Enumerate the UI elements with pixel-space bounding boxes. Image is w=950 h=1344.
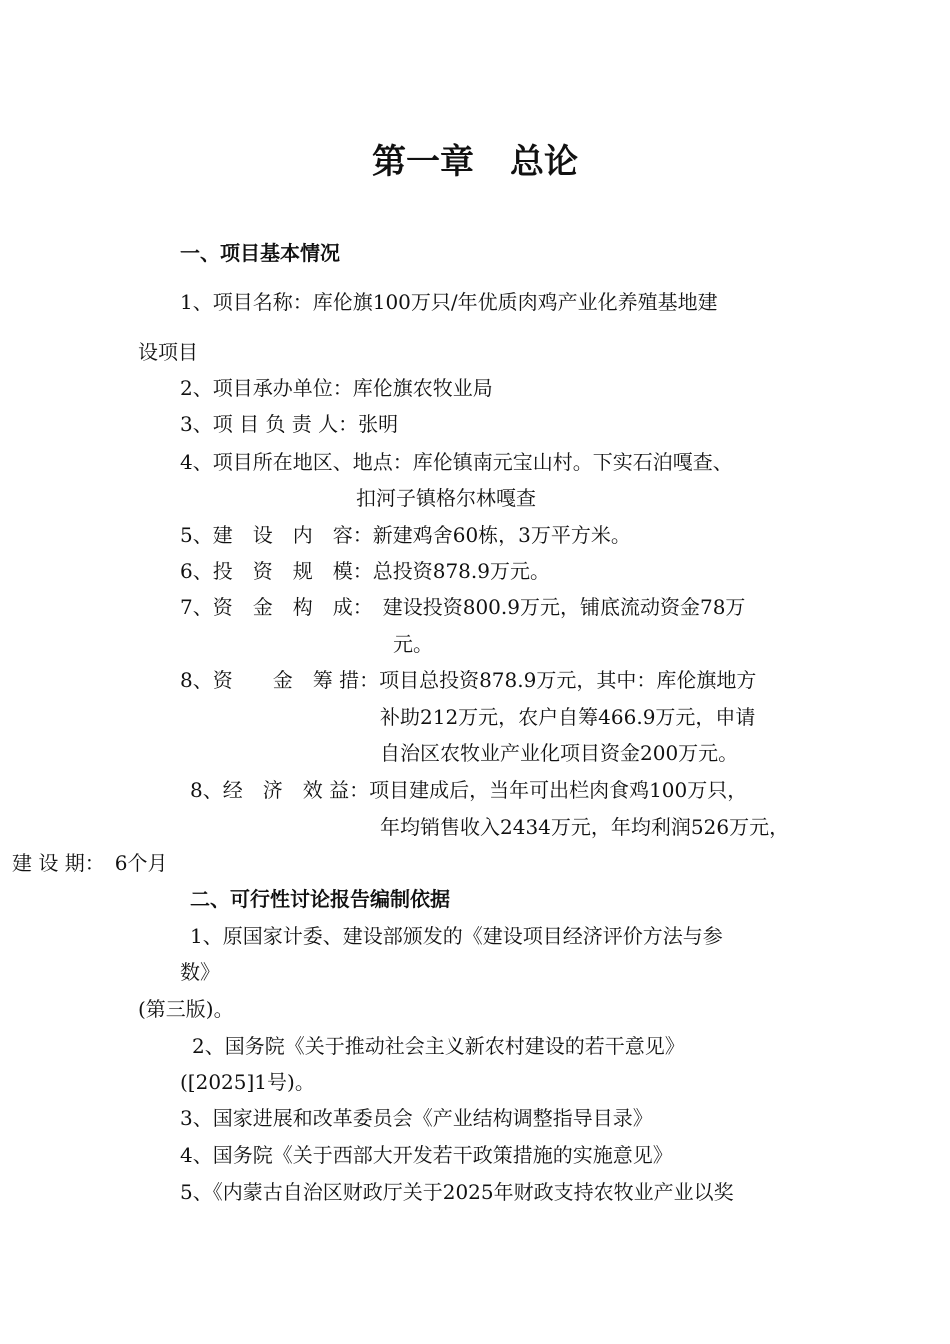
item-economic-benefit-cont: 年均销售收入2434万元，年均利润526万元， [380,815,790,839]
item-construction-period: 建 设 期： 6个月 [12,851,168,875]
ref-3: 3、国家进展和改革委员会《产业结构调整指导目录》 [180,1106,653,1130]
item-fund-structure: 7、资 金 构 成： 建设投资800.9万元，铺底流动资金78万 [180,595,746,619]
item-fund-raising-cont2: 自治区农牧业产业化项目资金200万元。 [380,741,739,765]
item-location: 4、项目所在地区、地点：库伦镇南元宝山村。下实石泊嘎查、 [180,450,733,474]
ref-2: 2、国务院《关于推动社会主义新农村建设的若干意见》 [192,1034,685,1058]
ref-5: 5、《内蒙古自治区财政厅关于2025年财政支持农牧业产业以奖 [180,1180,734,1204]
chapter-name: 总论 [510,142,578,182]
item-location-cont: 扣河子镇格尔林嘎查 [356,486,536,510]
chapter-title [0,140,950,184]
ref-1-cont: 数》 [180,960,220,984]
item-fund-structure-cont: 元。 [393,632,433,656]
item-project-name: 1、项目名称：库伦旗100万只/年优质肉鸡产业化养殖基地建 [180,290,718,314]
ref-1-edition: (第三版)。 [138,997,234,1021]
item-project-name-cont: 设项目 [138,340,198,364]
item-organizer: 2、项目承办单位：库伦旗农牧业局 [180,376,493,400]
ref-4: 4、国务院《关于西部大开发若干政策措施的实施意见》 [180,1143,673,1167]
item-investment-scale: 6、投 资 规 模：总投资878.9万元。 [180,559,550,583]
ref-1: 1、原国家计委、建设部颁发的《建设项目经济评价方法与参 [190,924,723,948]
item-responsible-person: 3、项 目 负 责 人：张明 [180,412,399,436]
section-heading-basis: 二、可行性讨论报告编制依据 [190,887,450,911]
item-fund-raising-cont1: 补助212万元，农户自筹466.9万元，申请 [380,705,756,729]
chapter-number: 第一章 [372,142,474,182]
item-fund-raising: 8、资 金 筹 措：项目总投资878.9万元，其中：库伦旗地方 [180,668,757,692]
ref-2-cont: ([2025]1号)。 [180,1070,315,1094]
item-construction-content: 5、建 设 内 容：新建鸡舍60栋，3万平方米。 [180,523,631,547]
section-heading-basic-info: 一、项目基本情况 [180,241,340,265]
item-economic-benefit: 8、经 济 效 益：项目建成后，当年可出栏肉食鸡100万只， [190,778,748,802]
